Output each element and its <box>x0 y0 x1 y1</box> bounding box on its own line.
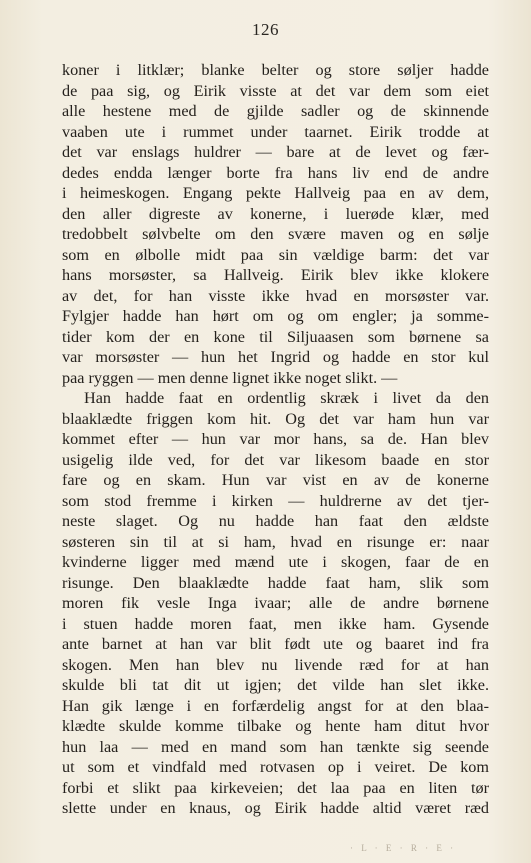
text-line: forbi et slikt paa kirkeveien; det laa paa en liten tør <box>62 778 489 797</box>
text-line: kommet efter — hun var mor hans, sa de. Han blev <box>62 430 489 448</box>
text-line: skulde bli tat dit ut igjen; det vilde han slet ikke. <box>62 676 489 694</box>
text-line: hun laa — med en mand som han tænkte sig seende <box>62 737 489 756</box>
text-line: ante barnet at han var blit født ute og baaret ind fra <box>62 635 489 653</box>
text-line: skogen. Men han blev nu livende ræd for at han <box>62 655 489 674</box>
text-line: kvinderne ligger med mænd ute i skogen, faar de en <box>62 553 489 571</box>
text-line: det var enslags huldrer — bare at de levet og fær- <box>62 143 489 161</box>
text-line: hans morsøster, sa Hallveig. Eirik blev ikke klokere <box>62 266 489 284</box>
text-line: Han gik længe i en forfærdelig angst for at den blaa- <box>62 696 489 715</box>
text-line: som stod fremme i kirken — huldrerne av det tjer- <box>62 491 489 510</box>
text-line: tider kom der en kone til Siljuaasen som børnene sa <box>62 327 489 346</box>
text-line: i heimeskogen. Engang pekte Hallveig paa en av dem, <box>62 184 489 202</box>
text-line: var morsøster — hun het Ingrid og hadde en stor kul <box>62 348 489 366</box>
text-line: moren fik vesle Inga ivaar; alle de andre børnene <box>62 594 489 612</box>
text-line: av det, for han visste ikke hvad en morsøster var. <box>62 286 489 305</box>
text-line: Fylgjer hadde han hørt om og om engler; ja somme- <box>62 307 489 325</box>
text-line: tredobbelt sølvbelte om den svære maven og en sølje <box>62 225 489 243</box>
paragraph-2 <box>62 388 489 819</box>
text-line: i stuen hadde moren faat, men ikke ham. Gysende <box>62 614 489 633</box>
text-line: søsteren sin til at si ham, hvad en risunge er: naar <box>62 532 489 551</box>
text-line: dedes endda længer borte fra hans liv end de andre <box>62 163 489 182</box>
paragraph-1 <box>62 60 489 388</box>
footer-mark: · L · E · R · E · <box>350 843 457 853</box>
text-line: klædte skulde komme tilbake og hente ham ditut hvor <box>62 717 489 735</box>
text-line: de paa sig, og Eirik visste at det var dem som eiet <box>62 81 489 100</box>
text-line: alle hestene med de gjilde sadler og de skinnende <box>62 102 489 120</box>
text-line: paa ryggen — men denne lignet ikke noget slikt. — <box>62 368 398 387</box>
text-line: koner i litklær; blanke belter og store søljer hadde <box>62 61 489 79</box>
text-line: vaaben ute i rummet under taarnet. Eirik trodde at <box>62 122 489 141</box>
text-line: usigelig ilde ved, for det var likesom baade en stor <box>62 450 489 469</box>
text-line: Han hadde faat en ordentlig skræk i livet da den <box>84 389 489 407</box>
text-line: den aller digreste av konerne, i luerøde klær, med <box>62 204 489 223</box>
text-line: ut som et vindfald med rotvasen op i veiret. De kom <box>62 758 489 776</box>
text-line: slette under en knaus, og Eirik hadde altid været ræd <box>62 799 489 817</box>
text-line: som en ølbolle midt paa sin vældige barm: det var <box>62 245 489 264</box>
text-line: risunge. Den blaaklædte hadde faat ham, slik som <box>62 573 489 592</box>
page-number: 126 <box>252 20 279 39</box>
text-line: blaaklædte friggen kom hit. Og det var ham hun var <box>62 409 489 428</box>
text-line: neste slaget. Og nu hadde han faat den ældste <box>62 512 489 530</box>
text-line: fare og en skam. Hun var vist en av de konerne <box>62 471 489 489</box>
